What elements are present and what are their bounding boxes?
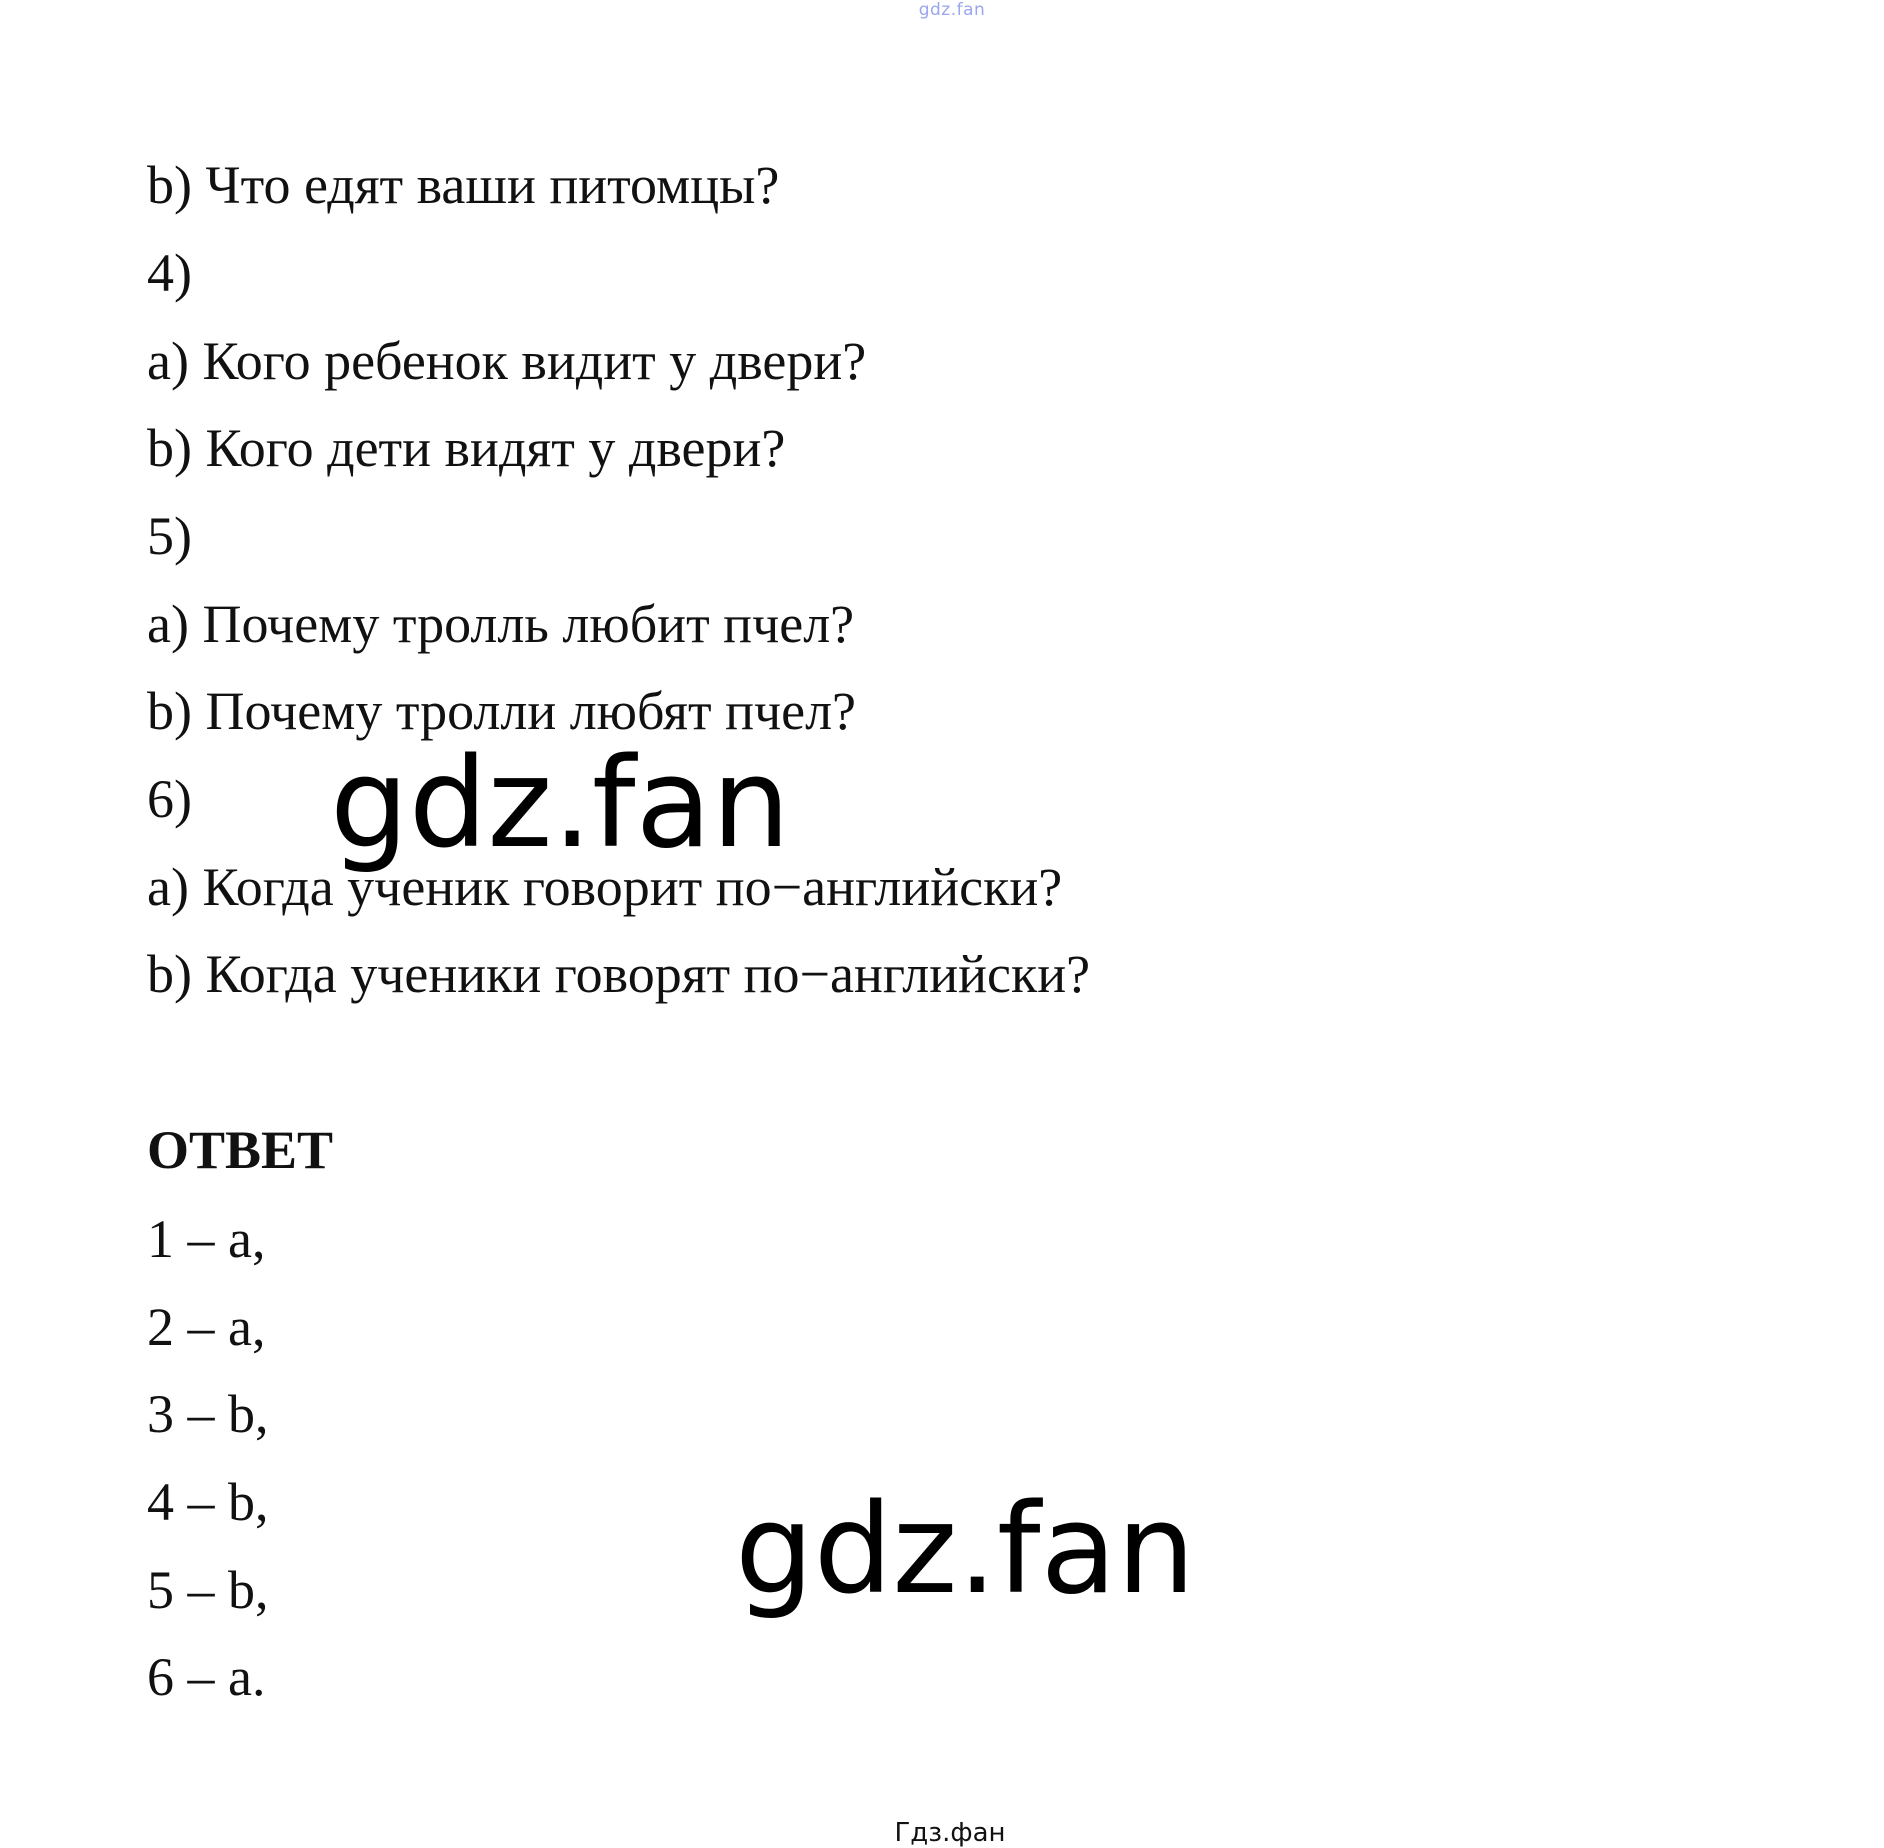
- answer-item: 5 – b,: [147, 1560, 269, 1620]
- question-number: 6): [147, 769, 192, 829]
- page-footer: Гдз.фан: [894, 1818, 1006, 1848]
- site-mark: gdz.fan: [918, 0, 986, 20]
- answer-item: 3 – b,: [147, 1384, 269, 1444]
- answer-item: 4 – b,: [147, 1472, 269, 1532]
- answer-item: 1 – a,: [147, 1209, 266, 1269]
- question-line: b) Кого дети видят у двери?: [147, 418, 786, 478]
- question-line: a) Когда ученик говорит по−английски?: [147, 857, 1063, 917]
- question-number: 5): [147, 506, 192, 566]
- question-line: a) Кого ребенок видит у двери?: [147, 331, 867, 391]
- watermark: gdz.fan: [735, 1478, 1196, 1622]
- question-number: 4): [147, 243, 192, 303]
- question-line: b) Что едят ваши питомцы?: [147, 155, 780, 215]
- answer-item: 6 – a.: [147, 1647, 266, 1707]
- answer-heading: ОТВЕТ: [147, 1120, 334, 1180]
- question-line: b) Почему тролли любят пчел?: [147, 681, 857, 741]
- watermark: gdz.fan: [330, 732, 791, 876]
- question-line: a) Почему тролль любит пчел?: [147, 594, 855, 654]
- question-line: b) Когда ученики говорят по−английски?: [147, 944, 1091, 1004]
- answer-item: 2 – a,: [147, 1297, 266, 1357]
